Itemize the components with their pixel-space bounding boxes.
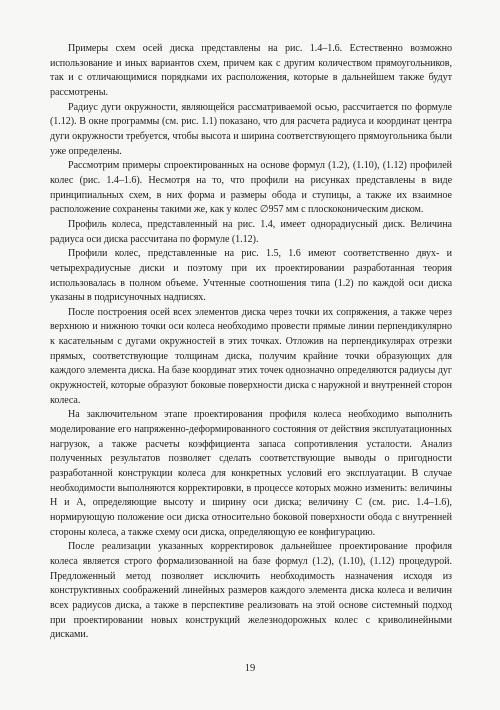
paragraph: Профиль колеса, представленный на рис. 1.4, имеет однорадиусный диск. Величина радиуса оси диска рассчитана по формуле (1.12). xyxy=(50,218,452,245)
paragraph: После реализации указанных корректировок дальнейшее проектирование профиля колеса является строго формализованной на базе формул (1.2), (1.10), (1.12) процедурой. Предложенный метод позволяет исключить необходимость назначения исходя из конструктивных соображений линейных размеров каждого элемента диска колеса и величин всех радиусов диска, а также в перспективе реализовать на этой основе системный подход при проектировании новых конструкций железнодорожных колес с криволинейными дисками. xyxy=(50,541,452,641)
paragraph: Радиус дуги окружности, являющейся рассматриваемой осью, рассчитается по формуле (1.12). В окне программы (см. рис. 1.1) показано, что для расчета радиуса и координат центра дуги окружности требуется, чтобы высота и ширина соответствующего прямоугольника были уже определены. xyxy=(50,101,452,157)
paragraph: На заключительном этапе проектирования профиля колеса необходимо выполнить моделирование его напряженно-деформированного состояния от действия эксплуатационных нагрузок, а также расчеты коэффициента запаса сопротивления усталости. Анализ полученных результатов позволяет сделать соответствующие выводы о пригодности разработанной конструкции колеса для конкретных условий его эксплуатации. В случае необходимости выполняются корректировки, в процессе которых можно изменить: величины H и A, определяющие высоту и ширину оси диска; величину C (см. рис. 1.4–1.6), нормирующую положение оси диска относительно боковой поверхности обода с внутренней стороны колеса, а также схему оси диска, определяющую ее конфигурацию. xyxy=(50,409,452,538)
paragraph: Примеры схем осей диска представлены на рис. 1.4–1.6. Естественно возможно использование и иных вариантов схем, причем как с другим количеством прямоугольников, так и с отличающимися порядками их расположения, которые в дальнейшем также будут рассмотрены. xyxy=(50,43,452,98)
paragraph: Профили колес, представленные на рис. 1.5, 1.6 имеют соответственно двух- и четырехрадиусные диски и поэтому при их проектировании разработанная теория использовалась в полном объеме. Учтенные соотношения типа (1.2) по каждой оси диска указаны в подрисуночных надписях. xyxy=(50,248,452,304)
paragraph: После построения осей всех элементов диска через точки их сопряжения, а также через верхнюю и нижнюю точки оси колеса необходимо провести прямые линии перпендикулярно к касательным с дугами окружностей в этих точках. Отложив на перпендикулярах отрезки прямых, соответствующие толщинам диска, получим крайние точки образующих для каждого элемента диска. На базе координат этих точек однозначно определяются радиусы дуг окружностей, которые образуют боковые поверхности диска с наружной и внутренней сторон колеса. xyxy=(50,306,452,406)
body-text xyxy=(50,42,452,643)
paragraph: Рассмотрим примеры спроектированных на основе формул (1.2), (1.10), (1.12) профилей колес (рис. 1.4–1.6). Несмотря на то, что профили на рисунках представлены в виде принципиальных схем, в них форма и размеры обода и ступицы, а также их взаимное расположение сохранены такими же, как у колес ∅957 мм с плоскоконическим диском. xyxy=(50,160,452,216)
page-number: 19 xyxy=(244,663,256,674)
